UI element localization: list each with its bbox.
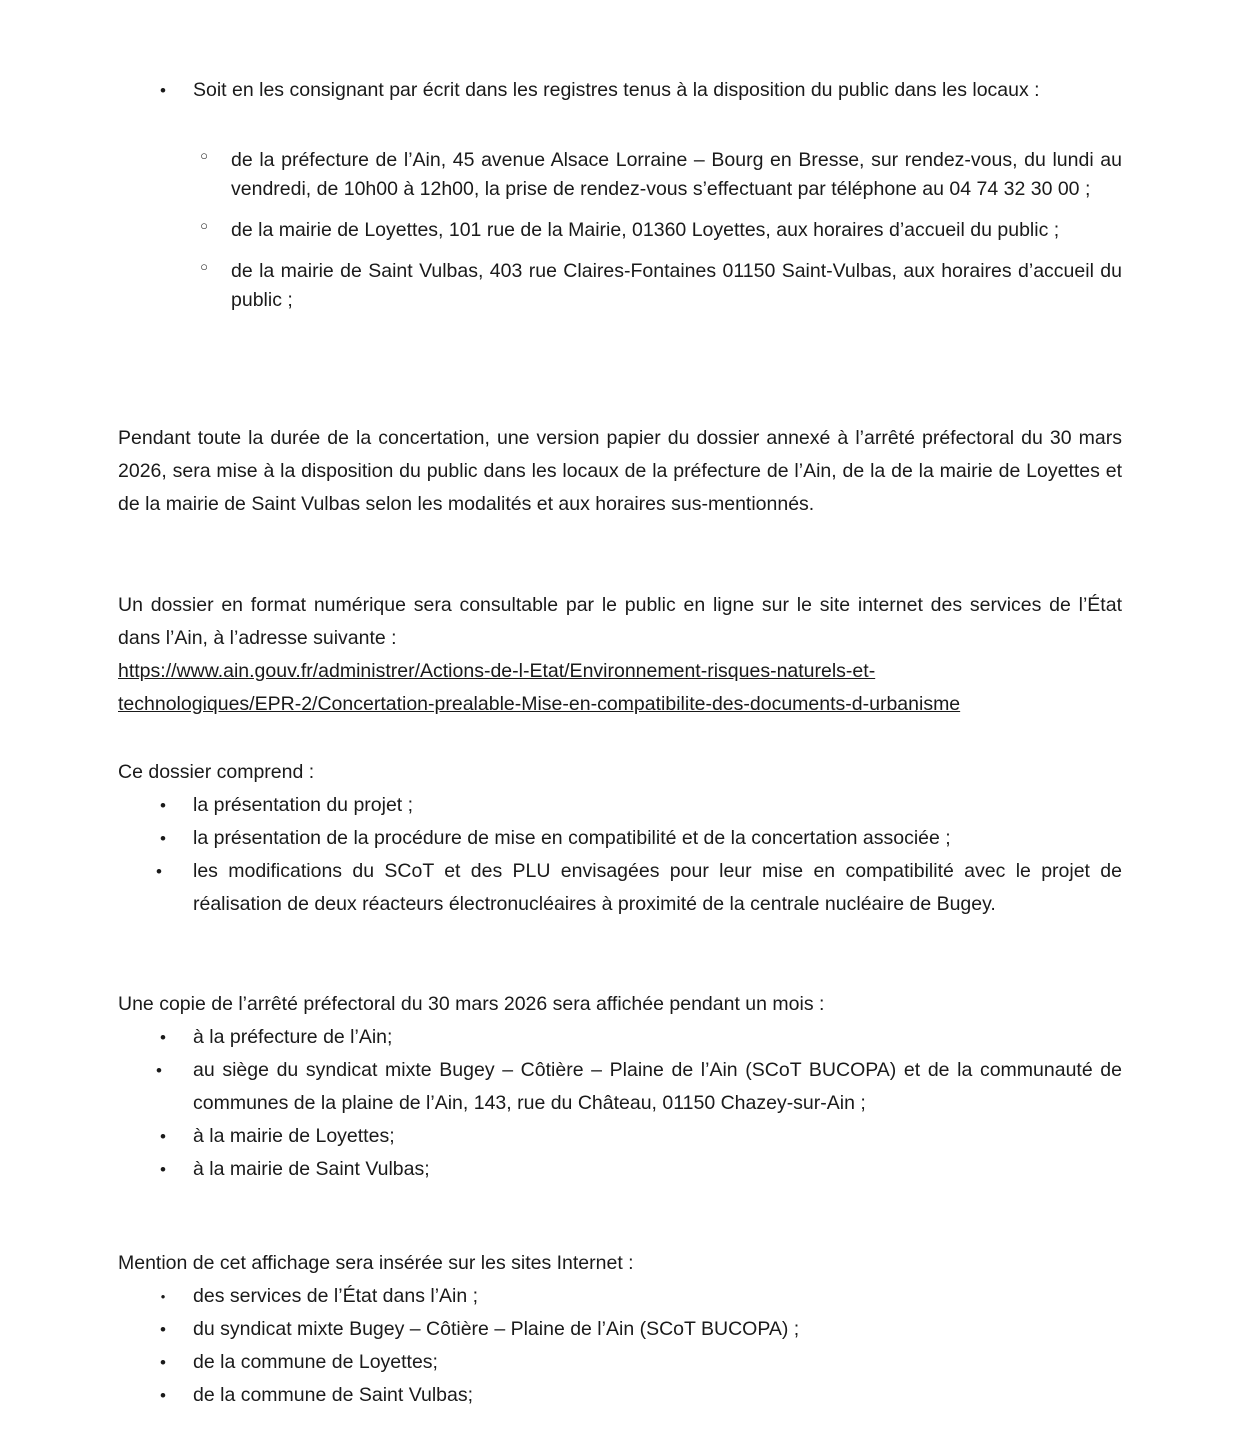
- list-item: [118, 1054, 1122, 1120]
- sub-list-block: [118, 146, 1122, 327]
- link-line-1[interactable]: https://www.ain.gouv.fr/administrer/Actions-de-l-Etat/Environnement-risques-naturels-et-: [118, 660, 876, 682]
- sub-list-item-text: de la mairie de Loyettes, 101 rue de la Mairie, 01360 Loyettes, aux horaires d’accueil du public ;: [231, 219, 1060, 241]
- list-item: [118, 1346, 1122, 1379]
- section-heading: Mention de cet affichage sera insérée sur les sites Internet :: [118, 1252, 634, 1274]
- list-item-text: la présentation du projet ;: [193, 794, 414, 816]
- bullet-icon: •: [160, 1353, 166, 1372]
- dossier-contents-section: [118, 756, 1122, 921]
- paragraph-text: Pendant toute la durée de la concertation, une version papier du dossier annexé à l’arrêté préfectoral du 30 mars 2026, sera mise à la disposition du public dans les locaux de la préfecture de l’Ain, de la de la mairie de Loyettes et de la mairie de Saint Vulbas selon les modalités et aux horaires sus-mentionnés.: [118, 427, 1122, 515]
- list-item-text: Soit en les consignant par écrit dans les registres tenus à la disposition du public dans les locaux :: [193, 79, 1040, 101]
- circle-bullet-icon: ○: [200, 259, 208, 274]
- circle-bullet-icon: ○: [200, 218, 208, 233]
- list-item-text: à la préfecture de l’Ain;: [193, 1026, 393, 1048]
- digital-version-paragraph: [118, 589, 1122, 721]
- bullet-icon: •: [160, 81, 166, 100]
- bullet-icon: •: [160, 1028, 166, 1047]
- website-mention-section: [118, 1247, 1122, 1412]
- list-item: [118, 855, 1122, 921]
- bullet-icon: •: [160, 1289, 166, 1304]
- intro-list-block: [118, 76, 1122, 105]
- list-item: [118, 789, 1122, 822]
- sub-list-item: [118, 146, 1122, 204]
- bullet-icon: •: [160, 1386, 166, 1405]
- list-item-text: au siège du syndicat mixte Bugey – Côtière – Plaine de l’Ain (SCoT BUCOPA) et de la communauté de communes de la plaine de l’Ain, 143, rue du Château, 01150 Chazey-sur-Ain ;: [193, 1059, 1122, 1114]
- paragraph-text: Un dossier en format numérique sera consultable par le public en ligne sur le site internet des services de l’État dans l’Ain, à l’adresse suivante :: [118, 594, 1122, 649]
- list-item: [118, 1379, 1122, 1412]
- list-item: [118, 1021, 1122, 1054]
- sub-list-item-text: de la mairie de Saint Vulbas, 403 rue Claires-Fontaines 01150 Saint-Vulbas, aux horaires d’accueil du public ;: [231, 260, 1122, 311]
- list-item: [118, 1313, 1122, 1346]
- list-item: [118, 1120, 1122, 1153]
- link-line-2[interactable]: technologiques/EPR-2/Concertation-prealable-Mise-en-compatibilite-des-documents-d-urbanisme: [118, 693, 961, 715]
- list-item: [118, 1280, 1122, 1313]
- circle-bullet-icon: ○: [200, 148, 208, 163]
- list-item-text: du syndicat mixte Bugey – Côtière – Plaine de l’Ain (SCoT BUCOPA) ;: [193, 1318, 800, 1340]
- list-item-text: de la commune de Loyettes;: [193, 1351, 438, 1373]
- section-heading: Une copie de l’arrêté préfectoral du 30 mars 2026 sera affichée pendant un mois :: [118, 993, 825, 1015]
- dossier-url-link[interactable]: [118, 655, 1122, 721]
- sub-list-item: [118, 257, 1122, 315]
- bullet-icon: •: [160, 796, 166, 815]
- sub-list-item: [118, 216, 1122, 245]
- copy-display-section: [118, 988, 1122, 1186]
- list-item-text: des services de l’État dans l’Ain ;: [193, 1285, 479, 1307]
- bullet-icon: •: [156, 862, 162, 881]
- list-item-text: à la mairie de Loyettes;: [193, 1125, 395, 1147]
- bullet-icon: •: [156, 1061, 162, 1080]
- list-item: [118, 822, 1122, 855]
- list-item: [118, 76, 1122, 105]
- list-item-text: de la commune de Saint Vulbas;: [193, 1384, 474, 1406]
- list-item-text: à la mairie de Saint Vulbas;: [193, 1158, 430, 1180]
- bullet-icon: •: [160, 829, 166, 848]
- bullet-icon: •: [160, 1320, 166, 1339]
- bullet-icon: •: [160, 1160, 166, 1179]
- bullet-icon: •: [160, 1127, 166, 1146]
- sub-list-item-text: de la préfecture de l’Ain, 45 avenue Alsace Lorraine – Bourg en Bresse, sur rendez-vous, du lundi au vendredi, de 10h00 à 12h00, la prise de rendez-vous s’effectuant par téléphone au 04 74 32 30 00 ;: [231, 149, 1122, 200]
- list-item: [118, 1153, 1122, 1186]
- section-heading: Ce dossier comprend :: [118, 761, 315, 783]
- list-item-text: la présentation de la procédure de mise en compatibilité et de la concertation associée ;: [193, 827, 951, 849]
- paper-version-paragraph: [118, 422, 1122, 521]
- list-item-text: les modifications du SCoT et des PLU envisagées pour leur mise en compatibilité avec le projet de réalisation de deux réacteurs électronucléaires à proximité de la centrale nucléaire de Bugey.: [193, 860, 1122, 915]
